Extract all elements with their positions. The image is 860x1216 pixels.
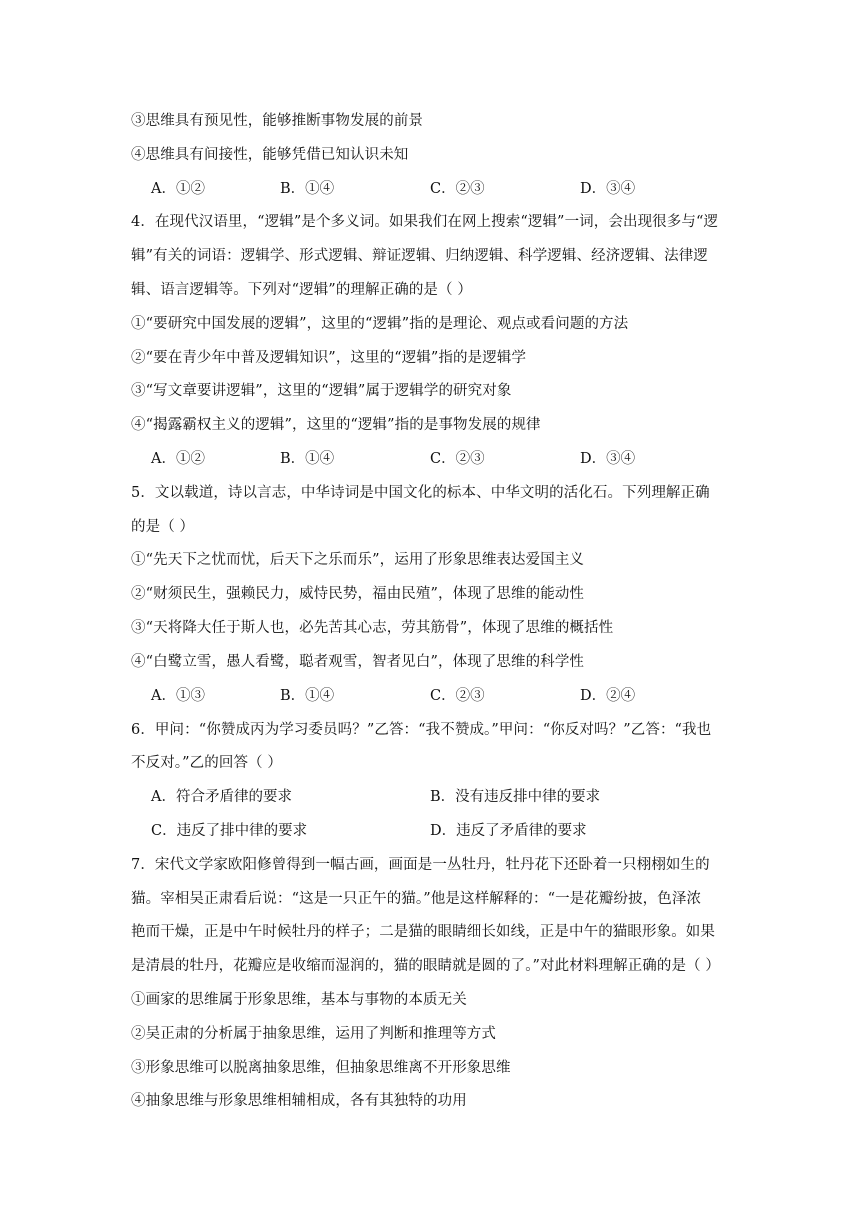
q6-stem-line-1: 6．甲问：“你赞成丙为学习委员吗？”乙答：“我不赞成。”甲问：“你反对吗？”乙答：“我也 [131,722,712,738]
q5-statement-4: ④“白鹭立雪，愚人看鹭，聪者观雪，智者见白”，体现了思维的科学性 [131,654,585,670]
q5-option-c: C．②③ [430,688,485,704]
q6-option-b: B．没有违反排中律的要求 [430,789,601,805]
q4-statement-1: ①“要研究中国发展的逻辑”，这里的“逻辑”指的是理论、观点或看问题的方法 [131,316,629,332]
q7-statement-3: ③形象思维可以脱离抽象思维，但抽象思维离不开形象思维 [131,1060,511,1076]
q4-stem-line-2: 辑”有关的词语：逻辑学、形式逻辑、辩证逻辑、归纳逻辑、科学逻辑、经济逻辑、法律逻 [131,248,708,264]
q7-stem-line-1: 7．宋代文学家欧阳修曾得到一幅古画，画面是一丛牡丹，牡丹花下还卧着一只栩栩如生的 [131,857,710,873]
q4-statement-2: ②“要在青少年中普及逻辑知识”，这里的“逻辑”指的是逻辑学 [131,350,527,366]
q3-option-b: B．①④ [280,181,335,197]
q6-option-c: C．违反了排中律的要求 [151,823,308,839]
q5-statement-1: ①“先天下之忧而忧，后天下之乐而乐”，运用了形象思维表达爱国主义 [131,552,585,568]
q5-statement-3: ③“天将降大任于斯人也，必先苦其心志，劳其筋骨”，体现了思维的概括性 [131,620,614,636]
q5-stem-line-2: 的是（ ） [131,519,195,535]
q6-option-d: D．违反了矛盾律的要求 [430,823,587,839]
q6-option-a: A．符合矛盾律的要求 [151,789,292,805]
q4-stem-line-3: 辑、语言逻辑等。下列对“逻辑”的理解正确的是（ ） [131,282,472,298]
q7-stem-line-3: 艳而干燥，正是中午时候牡丹的样子；二是猫的眼睛细长如线，正是中午的猫眼形象。如果 [131,924,715,940]
q5-option-a: A．①③ [151,688,205,704]
q3-option-a: A．①② [151,181,205,197]
q4-option-b: B．①④ [280,451,335,467]
q4-option-c: C．②③ [430,451,485,467]
q4-statement-3: ③“写文章要讲逻辑”，这里的“逻辑”属于逻辑学的研究对象 [131,383,512,399]
q4-option-a: A．①② [151,451,205,467]
q7-stem-line-2: 猫。宰相吴正肃看后说：“这是一只正午的猫。”他是这样解释的：“一是花瓣纷披，色泽浓 [131,891,702,907]
q7-statement-1: ①画家的思维属于形象思维，基本与事物的本质无关 [131,992,467,1008]
q4-option-d: D．③④ [580,451,636,467]
q3-option-c: C．②③ [430,181,485,197]
q7-statement-4: ④抽象思维与形象思维相辅相成，各有其独特的功用 [131,1093,467,1109]
q5-option-b: B．①④ [280,688,335,704]
q5-option-d: D．②④ [580,688,636,704]
q7-statement-2: ②吴正肃的分析属于抽象思维，运用了判断和推理等方式 [131,1026,496,1042]
q5-statement-2: ②“财须民生，强赖民力，威恃民势，福由民殖”，体现了思维的能动性 [131,586,585,602]
q3-statement-3: ③思维具有预见性，能够推断事物发展的前景 [131,113,423,129]
q4-stem-line-1: 4．在现代汉语里，“逻辑”是个多义词。如果我们在网上搜索“逻辑”一词，会出现很多与“逻 [131,214,719,230]
q5-stem-line-1: 5．文以载道，诗以言志，中华诗词是中国文化的标本、中华文明的活化石。下列理解正确 [131,485,710,501]
q6-stem-line-2: 不反对。”乙的回答（ ） [131,755,282,771]
q3-option-d: D．③④ [580,181,636,197]
q7-stem-line-4: 是清晨的牡丹，花瓣应是收缩而湿润的，猫的眼睛就是圆的了。”对此材料理解正确的是（ ） [131,958,720,974]
q3-statement-4: ④思维具有间接性，能够凭借已知认识未知 [131,147,409,163]
q4-statement-4: ④“揭露霸权主义的逻辑”，这里的“逻辑”指的是事物发展的规律 [131,417,541,433]
